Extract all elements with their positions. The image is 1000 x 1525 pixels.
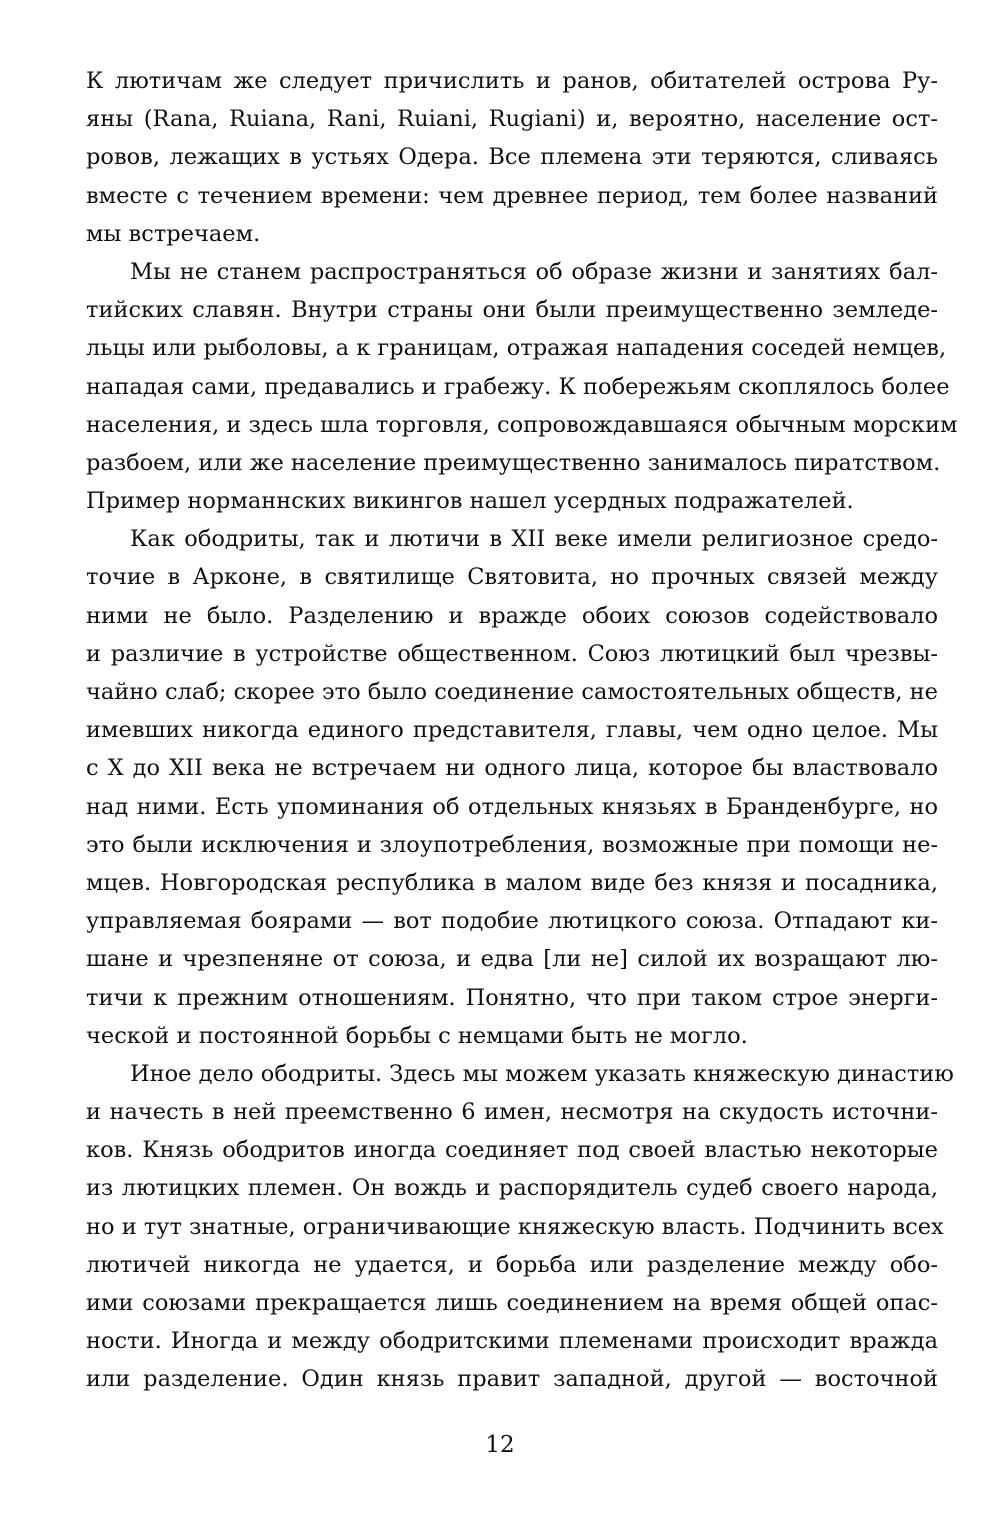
text-line: точие в Арконе, в святилище Святовита, но прочных связей между (86, 564, 938, 591)
text-line: льцы или рыболовы, а к границам, отражая нападения соседей немцев, (86, 335, 947, 362)
text-line: Иное дело ободриты. Здесь мы можем указать княжескую династию (130, 1060, 954, 1087)
paragraph-2 (86, 253, 958, 520)
text-line: над ними. Есть упоминания об отдельных князьях в Бранденбурге, но (86, 793, 938, 820)
text-line: ков. Князь ободритов иногда соединяет под своей властью некоторые (86, 1137, 938, 1164)
text-line: и различие в устройстве общественном. Союз лютицкий был чрезвы- (86, 640, 938, 667)
text-line: имевших никогда единого представителя, главы, чем одно целое. Мы (86, 717, 938, 744)
text-line: нападая сами, предавались и грабежу. К побережьям скоплялось более (86, 373, 950, 400)
paragraph-3 (86, 520, 938, 1055)
text-line: ности. Иногда и между ободритскими племенами происходит вражда (86, 1328, 938, 1355)
text-line: разбоем, или же население преимущественно занималось пиратством. (86, 449, 941, 476)
text-line: вместе с течением времени: чем древнее период, тем более названий (86, 182, 938, 209)
text-line: Пример норманнских викингов нашел усердных подражателей. (86, 488, 854, 515)
text-line: яны (Rana, Ruiana, Rani, Ruiani, Rugiani) и, вероятно, население ост- (86, 106, 938, 133)
text-line: тичи к прежним отношениям. Понятно, что при таком строе энерги- (86, 984, 938, 1011)
text-line: ими союзами прекращается лишь соединением на время общей опас- (86, 1290, 938, 1316)
text-line: из лютицких племен. Он вождь и распорядитель судеб своего народа, (86, 1175, 938, 1202)
text-line: ческой и постоянной борьбы с немцами быть не могло. (86, 1022, 748, 1049)
text-line: мцев. Новгородская республика в малом виде без князя и посадника, (86, 869, 938, 896)
text-line: и начесть в ней преемственно 6 имен, несмотря на скудость источни- (86, 1099, 938, 1126)
text-line: чайно слаб; скорее это было соединение самостоятельных обществ, не (86, 679, 938, 705)
text-line: ними не было. Разделению и вражде обоих союзов содействовало (86, 602, 938, 629)
text-line: тийских славян. Внутри страны они были преимущественно земледе- (86, 297, 938, 324)
text-line: шане и чрезпеняне от союза, и едва [ли не] силой их возращают лю- (86, 946, 938, 973)
text-line: ровов, лежащих в устьях Одера. Все племена эти теряются, сливаясь (86, 144, 938, 171)
text-line: это были исключения и злоупотребления, возможные при помощи не- (86, 831, 938, 858)
text-line: населения, и здесь шла торговля, сопровождавшаяся обычным морским (86, 411, 958, 438)
text-line: управляемая боярами — вот подобие лютицкого союза. Отпадают ки- (86, 908, 938, 935)
text-line: или разделение. Один князь правит западной, другой — восточной (86, 1366, 938, 1393)
text-line: Мы не станем распространяться об образе жизни и занятиях бал- (130, 258, 938, 285)
text-line: мы встречаем. (86, 220, 261, 247)
text-line: но и тут знатные, ограничивающие княжескую власть. Подчинить всех (86, 1213, 944, 1240)
body-text (86, 62, 958, 1399)
page-number: 12 (485, 1432, 515, 1458)
paragraph-1 (86, 62, 938, 253)
text-line: с X до XII века не встречаем ни одного лица, которое бы властвовало (86, 755, 938, 782)
paragraph-4 (86, 1055, 954, 1399)
text-line: лютичей никогда не удается, и борьба или разделение между обо- (86, 1251, 938, 1278)
text-line: Как ободриты, так и лютичи в XII веке имели религиозное средо- (130, 526, 938, 553)
text-line: К лютичам же следует причислить и ранов, обитателей острова Ру- (86, 68, 938, 94)
